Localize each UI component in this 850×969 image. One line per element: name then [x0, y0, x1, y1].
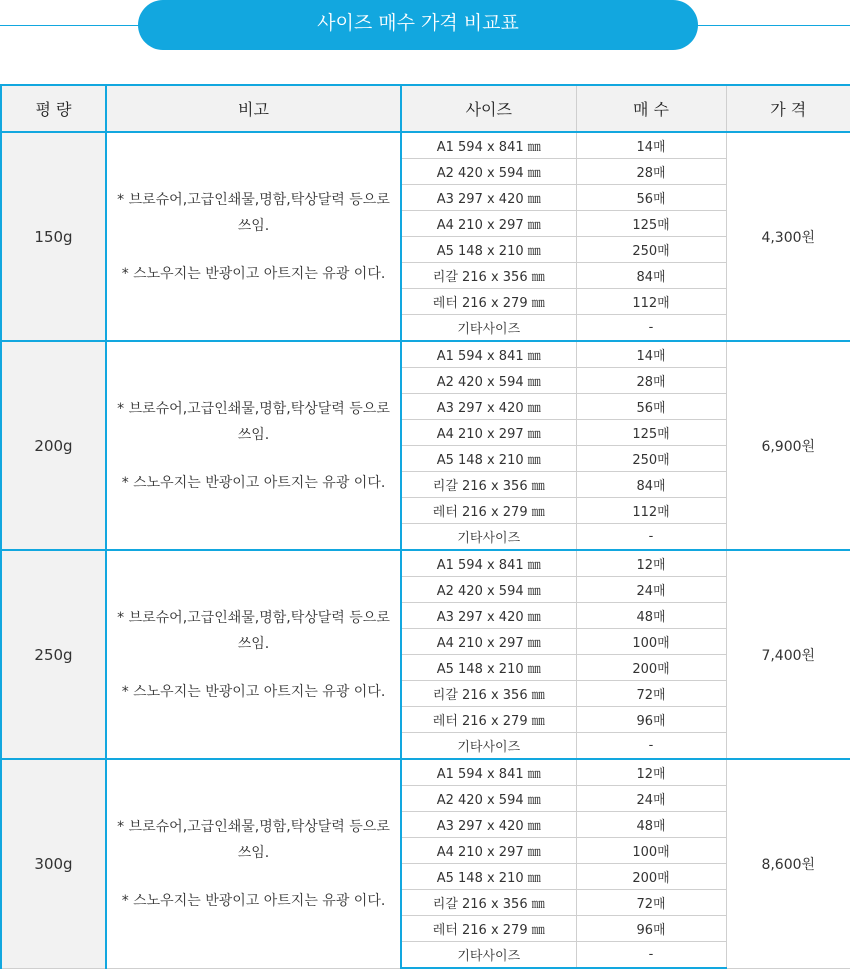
header-size: 사이즈 [401, 85, 576, 132]
note-spacer [115, 657, 392, 679]
count-cell: 48매 [576, 812, 726, 838]
header-price: 가 격 [726, 85, 850, 132]
count-cell: 125매 [576, 420, 726, 446]
count-cell: 112매 [576, 289, 726, 315]
size-cell: 리갈 216 x 356 ㎜ [401, 890, 576, 916]
count-cell: 12매 [576, 550, 726, 577]
page-title: 사이즈 매수 가격 비교표 [138, 0, 698, 50]
note-line-usage: * 브로슈어,고급인쇄물,명함,탁상달력 등으로 쓰임. [117, 191, 390, 234]
size-cell: A2 420 x 594 ㎜ [401, 368, 576, 394]
count-cell: 12매 [576, 759, 726, 786]
note-cell [106, 759, 401, 968]
count-cell: 100매 [576, 629, 726, 655]
count-cell: 84매 [576, 263, 726, 289]
count-cell: 96매 [576, 707, 726, 733]
note-line-finish: * 스노우지는 반광이고 아트지는 유광 이다. [121, 265, 386, 282]
size-cell: A3 297 x 420 ㎜ [401, 185, 576, 211]
table-row [1, 550, 850, 577]
count-cell: 250매 [576, 446, 726, 472]
count-cell: 100매 [576, 838, 726, 864]
size-cell: A1 594 x 841 ㎜ [401, 341, 576, 368]
size-cell: 레터 216 x 279 ㎜ [401, 289, 576, 315]
size-cell: A3 297 x 420 ㎜ [401, 603, 576, 629]
size-cell: 레터 216 x 279 ㎜ [401, 707, 576, 733]
count-cell: 84매 [576, 472, 726, 498]
size-cell: A5 148 x 210 ㎜ [401, 864, 576, 890]
note-line-usage: * 브로슈어,고급인쇄물,명함,탁상달력 등으로 쓰임. [117, 609, 390, 652]
note-spacer [115, 239, 392, 261]
title-bar [0, 0, 850, 56]
size-cell: 기타사이즈 [401, 733, 576, 760]
table-row [1, 759, 850, 786]
size-cell: A5 148 x 210 ㎜ [401, 655, 576, 681]
price-comparison-table [0, 84, 850, 969]
size-cell: A5 148 x 210 ㎜ [401, 446, 576, 472]
weight-cell: 150g [1, 132, 106, 341]
count-cell: 250매 [576, 237, 726, 263]
count-cell: 200매 [576, 864, 726, 890]
size-cell: 기타사이즈 [401, 942, 576, 969]
note-line-usage: * 브로슈어,고급인쇄물,명함,탁상달력 등으로 쓰임. [117, 818, 390, 861]
size-cell: A3 297 x 420 ㎜ [401, 812, 576, 838]
size-cell: 리갈 216 x 356 ㎜ [401, 263, 576, 289]
size-cell: A3 297 x 420 ㎜ [401, 394, 576, 420]
price-cell: 6,900원 [726, 341, 850, 550]
size-cell: 리갈 216 x 356 ㎜ [401, 472, 576, 498]
size-cell: 레터 216 x 279 ㎜ [401, 498, 576, 524]
count-cell: 125매 [576, 211, 726, 237]
count-cell: - [576, 733, 726, 760]
count-cell: - [576, 942, 726, 969]
note-line-finish: * 스노우지는 반광이고 아트지는 유광 이다. [121, 892, 386, 909]
price-cell: 4,300원 [726, 132, 850, 341]
size-cell: A4 210 x 297 ㎜ [401, 211, 576, 237]
count-cell: 28매 [576, 159, 726, 185]
table-row [1, 132, 850, 159]
size-cell: 리갈 216 x 356 ㎜ [401, 681, 576, 707]
count-cell: 200매 [576, 655, 726, 681]
size-cell: A2 420 x 594 ㎜ [401, 786, 576, 812]
count-cell: 72매 [576, 890, 726, 916]
size-cell: A4 210 x 297 ㎜ [401, 629, 576, 655]
weight-cell: 250g [1, 550, 106, 759]
note-cell [106, 132, 401, 341]
count-cell: 28매 [576, 368, 726, 394]
header-count: 매 수 [576, 85, 726, 132]
header-note: 비고 [106, 85, 401, 132]
note-line-finish: * 스노우지는 반광이고 아트지는 유광 이다. [121, 683, 386, 700]
size-cell: A1 594 x 841 ㎜ [401, 550, 576, 577]
count-cell: 56매 [576, 394, 726, 420]
count-cell: 24매 [576, 786, 726, 812]
size-cell: A1 594 x 841 ㎜ [401, 132, 576, 159]
size-cell: A2 420 x 594 ㎜ [401, 577, 576, 603]
table-row [1, 341, 850, 368]
size-cell: 레터 216 x 279 ㎜ [401, 916, 576, 942]
count-cell: 56매 [576, 185, 726, 211]
count-cell: 48매 [576, 603, 726, 629]
count-cell: 96매 [576, 916, 726, 942]
size-cell: A5 148 x 210 ㎜ [401, 237, 576, 263]
weight-cell: 200g [1, 341, 106, 550]
count-cell: 112매 [576, 498, 726, 524]
size-cell: A4 210 x 297 ㎜ [401, 838, 576, 864]
note-spacer [115, 866, 392, 888]
count-cell: 72매 [576, 681, 726, 707]
note-spacer [115, 448, 392, 470]
weight-cell: 300g [1, 759, 106, 968]
note-cell [106, 550, 401, 759]
count-cell: 14매 [576, 132, 726, 159]
count-cell: 24매 [576, 577, 726, 603]
header-weight: 평 량 [1, 85, 106, 132]
size-cell: A2 420 x 594 ㎜ [401, 159, 576, 185]
note-cell [106, 341, 401, 550]
size-cell: 기타사이즈 [401, 315, 576, 342]
size-cell: A4 210 x 297 ㎜ [401, 420, 576, 446]
price-cell: 7,400원 [726, 550, 850, 759]
size-cell: A1 594 x 841 ㎜ [401, 759, 576, 786]
count-cell: 14매 [576, 341, 726, 368]
count-cell: - [576, 315, 726, 342]
note-line-finish: * 스노우지는 반광이고 아트지는 유광 이다. [121, 474, 386, 491]
table-body [1, 132, 850, 968]
count-cell: - [576, 524, 726, 551]
size-cell: 기타사이즈 [401, 524, 576, 551]
price-cell: 8,600원 [726, 759, 850, 968]
table-header-row [1, 85, 850, 132]
note-line-usage: * 브로슈어,고급인쇄물,명함,탁상달력 등으로 쓰임. [117, 400, 390, 443]
